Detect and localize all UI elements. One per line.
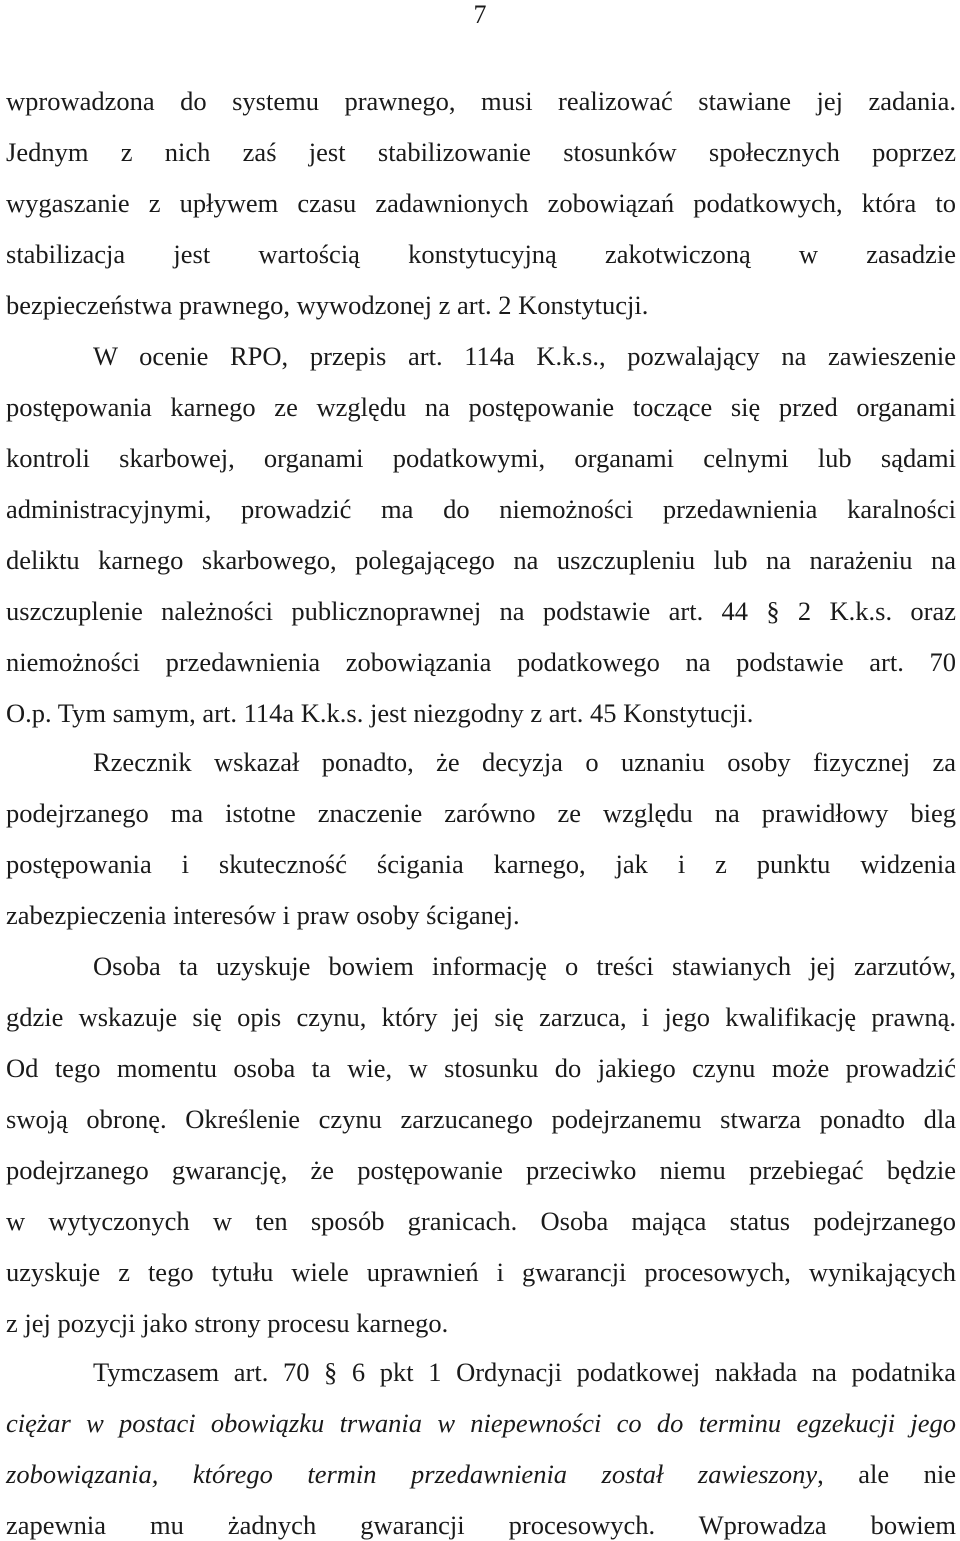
text-line: ciężar w postaci obowiązku trwania w niepewności co do terminu egzekucji jego [6,1408,956,1438]
text-line: z jej pozycji jako strony procesu karnego. [6,1308,449,1338]
text-line: W ocenie RPO, przepis art. 114a K.k.s., pozwalający na zawieszenie [93,341,956,371]
text-line: podejrzanego ma istotne znaczenie zarówno ze względu na prawidłowy bieg [6,798,956,828]
text-line: zabezpieczenia interesów i praw osoby ściganej. [6,900,520,930]
text-line: deliktu karnego skarbowego, polegającego na uszczupleniu lub na narażeniu na [6,545,956,575]
text-line: O.p. Tym samym, art. 114a K.k.s. jest niezgodny z art. 45 Konstytucji. [6,698,754,728]
text-line: uszczuplenie należności publicznoprawnej na podstawie art. 44 § 2 K.k.s. oraz [6,596,956,626]
text-line: Jednym z nich zaś jest stabilizowanie stosunków społecznych poprzez [6,137,956,167]
text-line: kontroli skarbowej, organami podatkowymi, organami celnymi lub sądami [6,443,956,473]
text-line: niemożności przedawnienia zobowiązania podatkowego na podstawie art. 70 [6,647,956,677]
text-line: swoją obronę. Określenie czynu zarzucanego podejrzanemu stwarza ponadto dla [6,1104,956,1134]
text-line: podejrzanego gwarancję, że postępowanie przeciwko niemu przebiegać będzie [6,1155,956,1185]
text-line: Od tego momentu osoba ta wie, w stosunku do jakiego czynu może prowadzić [6,1053,956,1083]
text-line: postępowania karnego ze względu na postępowanie toczące się przed organami [6,392,956,422]
text-line: zapewnia mu żadnych gwarancji procesowych. Wprowadza bowiem [6,1510,956,1540]
text-line: stabilizacja jest wartością konstytucyjną zakotwiczoną w zasadzie [6,239,956,269]
text-line: Tymczasem art. 70 § 6 pkt 1 Ordynacji podatkowej nakłada na podatnika [93,1357,956,1387]
text-line: Osoba ta uzyskuje bowiem informację o treści stawianych jej zarzutów, [93,951,956,981]
text-line: uzyskuje z tego tytułu wiele uprawnień i gwarancji procesowych, wynikających [6,1257,956,1287]
text-line: wprowadzona do systemu prawnego, musi realizować stawiane jej zadania. [6,86,956,116]
page-number: 7 [473,0,487,29]
text-line: postępowania i skuteczność ścigania karnego, jak i z punktu widzenia [6,849,956,879]
text-line: administracyjnymi, prowadzić ma do niemożności przedawnienia karalności [6,494,956,524]
text-line: bezpieczeństwa prawnego, wywodzonej z art. 2 Konstytucji. [6,290,649,320]
text-segment: , ale nie [817,1459,956,1489]
text-line: gdzie wskazuje się opis czynu, który jej się zarzuca, i jego kwalifikację prawną. [6,1002,956,1032]
text-line: Rzecznik wskazał ponadto, że decyzja o uznaniu osoby fizycznej za [93,747,956,777]
italic-segment: zobowiązania, którego termin przedawnienia został zawieszony [6,1459,818,1489]
text-line [6,1459,956,1489]
text-line: w wytyczonych w ten sposób granicach. Osoba mająca status podejrzanego [6,1206,956,1236]
text-line: wygaszanie z upływem czasu zadawnionych zobowiązań podatkowych, która to [6,188,956,218]
